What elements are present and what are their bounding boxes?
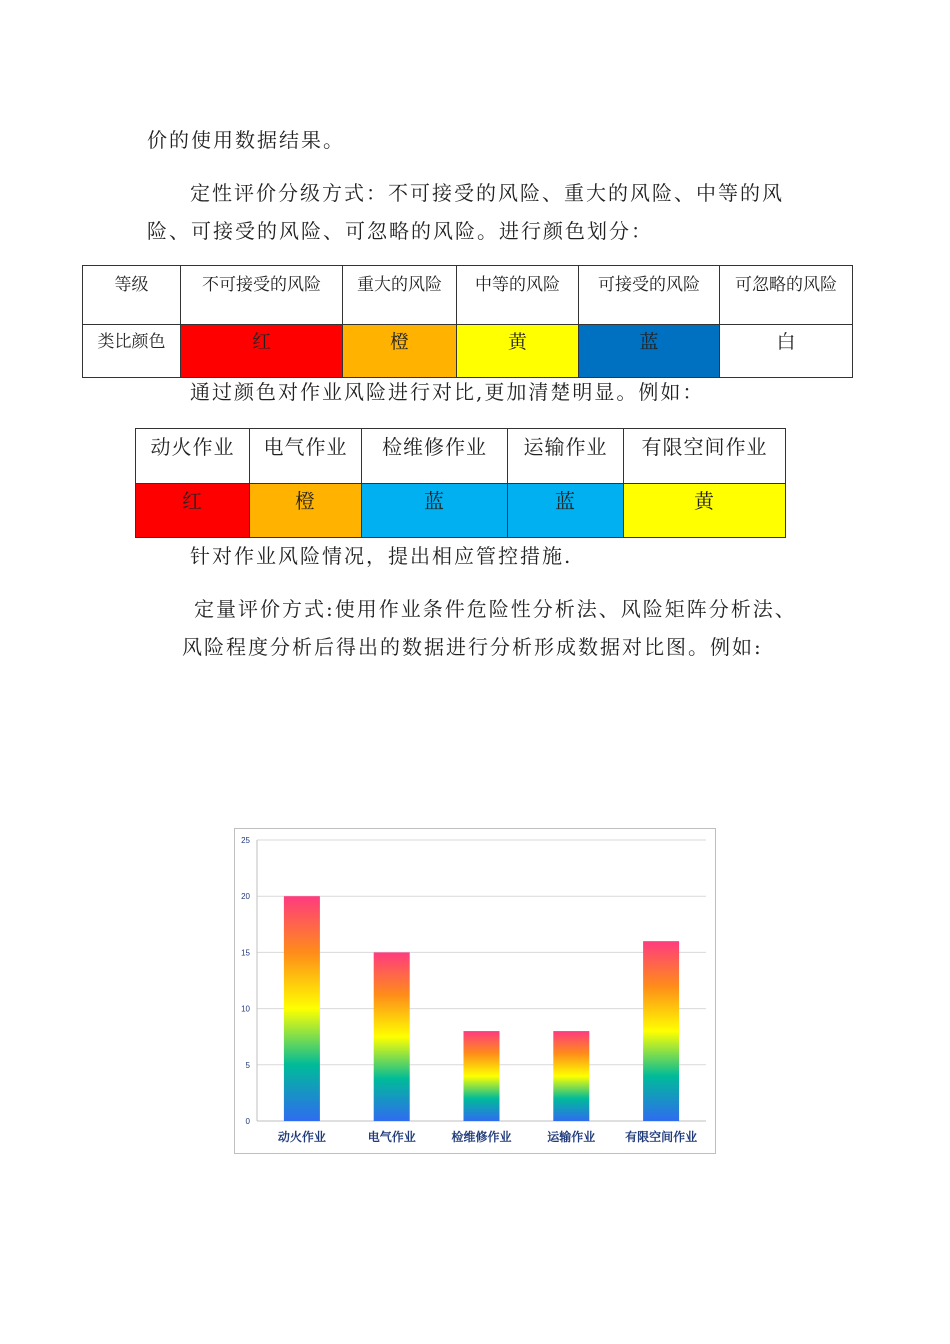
header-cell-hot-work: 动火作业 — [136, 429, 250, 484]
color-cell-white: 白 — [720, 325, 853, 378]
bar — [374, 952, 410, 1121]
y-tick-label: 25 — [241, 836, 250, 845]
x-tick-label: 检维修作业 — [451, 1130, 512, 1144]
bar — [464, 1031, 500, 1121]
header-cell-maintenance-work: 检维修作业 — [362, 429, 508, 484]
text-paragraph-2-line-1: 定性评价分级方式：不可接受的风险、重大的风险、中等的风 — [190, 181, 784, 205]
color-cell-orange: 橙 — [343, 325, 457, 378]
x-tick-label: 有限空间作业 — [625, 1130, 698, 1144]
header-cell-unacceptable: 不可接受的风险 — [181, 266, 343, 325]
bar — [553, 1031, 589, 1121]
y-tick-label: 5 — [245, 1060, 250, 1070]
bar — [284, 896, 320, 1121]
color-cell-transport-work: 蓝 — [508, 484, 624, 538]
header-cell-confined-space-work: 有限空间作业 — [624, 429, 786, 484]
header-cell-negligible: 可忽略的风险 — [720, 266, 853, 325]
y-tick-label: 20 — [241, 892, 250, 902]
text-paragraph-5-line-1: 定量评价方式:使用作业条件危险性分析法、风险矩阵分析法、 — [194, 597, 797, 621]
y-tick-label: 0 — [245, 1117, 250, 1126]
x-tick-label: 运输作业 — [547, 1130, 596, 1144]
x-tick-label: 电气作业 — [367, 1130, 416, 1144]
color-cell-hot-work: 红 — [136, 484, 250, 538]
header-cell-level: 等级 — [83, 266, 181, 325]
header-cell-transport-work: 运输作业 — [508, 429, 624, 484]
text-paragraph-3: 通过颜色对作业风险进行对比,更加清楚明显。例如： — [190, 380, 705, 404]
header-cell-major: 重大的风险 — [343, 266, 457, 325]
work-risk-color-table — [135, 428, 786, 538]
color-cell-electrical-work: 橙 — [250, 484, 362, 538]
color-cell-red: 红 — [181, 325, 343, 378]
x-tick-label: 动火作业 — [277, 1130, 326, 1144]
y-tick-label: 15 — [241, 948, 250, 958]
header-cell-electrical-work: 电气作业 — [250, 429, 362, 484]
bar — [643, 941, 679, 1121]
chart-svg — [235, 829, 715, 1153]
header-cell-acceptable: 可接受的风险 — [579, 266, 720, 325]
y-tick-label: 10 — [241, 1004, 250, 1014]
text-paragraph-1: 价的使用数据结果。 — [147, 128, 345, 152]
row-label-color: 类比颜色 — [83, 325, 181, 378]
color-cell-yellow: 黄 — [457, 325, 579, 378]
text-paragraph-4: 针对作业风险情况，提出相应管控措施. — [190, 544, 573, 568]
color-cell-blue: 蓝 — [579, 325, 720, 378]
color-cell-confined-space-work: 黄 — [624, 484, 786, 538]
text-paragraph-2-line-2: 险、可接受的风险、可忽略的风险。进行颜色划分： — [147, 219, 653, 243]
header-cell-moderate: 中等的风险 — [457, 266, 579, 325]
text-paragraph-5-line-2: 风险程度分析后得出的数据进行分析形成数据对比图。例如: — [182, 635, 763, 659]
risk-level-color-table — [82, 265, 853, 378]
risk-bar-chart — [234, 828, 716, 1154]
color-cell-maintenance-work: 蓝 — [362, 484, 508, 538]
